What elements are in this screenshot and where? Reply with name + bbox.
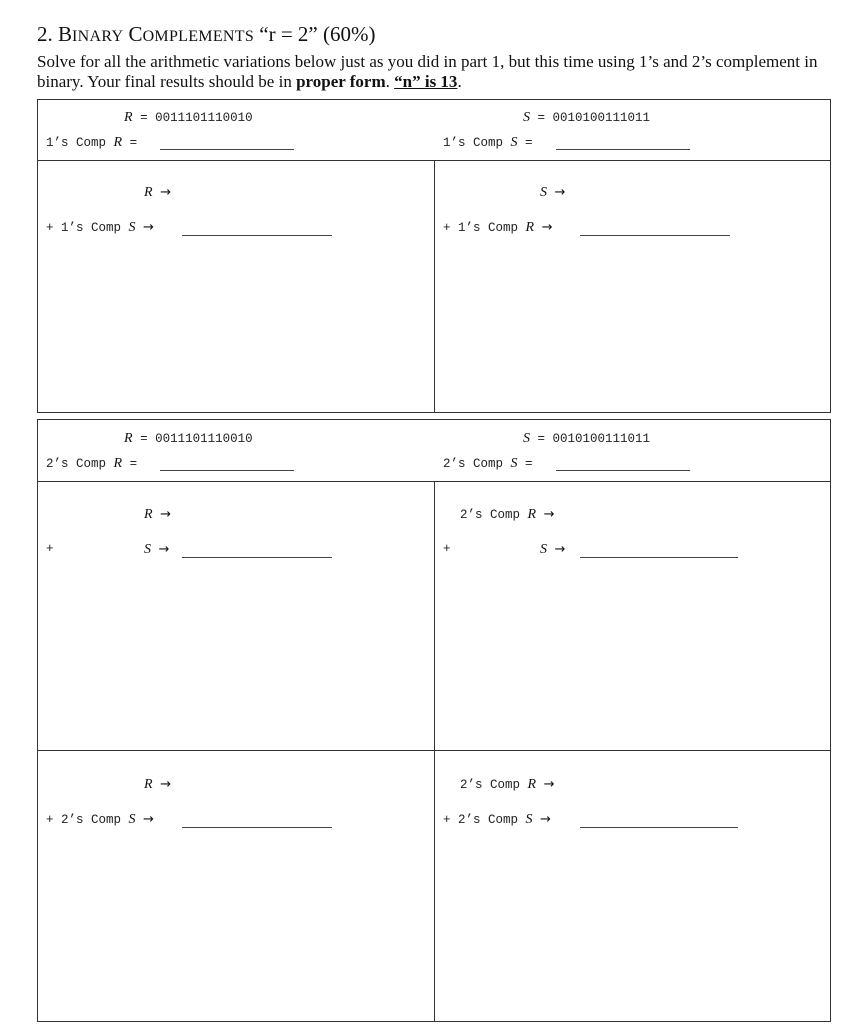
cell-twos-comp-r-row: 2’s Comp R → [460, 507, 555, 522]
radix-note: “r = 2” (60%) [259, 22, 376, 46]
r-value-line: R = 0011101110010 [124, 431, 253, 446]
ones-comp-r-answer[interactable] [160, 149, 294, 150]
r-value-line: R = 0011101110010 [124, 110, 253, 125]
twos-comp-r-answer[interactable] [160, 470, 294, 471]
twos-comp-s-label: 2’s Comp S = [443, 456, 533, 471]
section-number: 2. [37, 22, 53, 46]
cell-twos-comp-r-row: 2’s Comp R → [460, 777, 555, 792]
twos-c1-sum-line[interactable] [182, 557, 332, 558]
n-statement: “n” is 13 [394, 72, 458, 91]
cell-plus-ones-comp-r-row: + 1’s Comp R → [443, 220, 553, 235]
cell-s-row: S → [540, 542, 566, 557]
s-value: 0010100111011 [552, 111, 651, 125]
cell-r-row: R → [144, 777, 171, 792]
cell-s-row: S → [144, 542, 170, 557]
r-value: 0011101110010 [155, 432, 253, 446]
plus-sign: + [46, 542, 54, 556]
cell-r-row: R → [144, 185, 171, 200]
plus-sign: + [443, 542, 451, 556]
twos-header-row [38, 420, 830, 482]
ones-comp-r-label: 1’s Comp R = [46, 135, 138, 150]
ones-complement-worksheet [37, 99, 831, 413]
s-value: 0010100111011 [552, 432, 651, 446]
cell-s-row: S → [540, 185, 566, 200]
ones-left-sum-line[interactable] [182, 235, 332, 236]
ones-comp-s-label: 1’s Comp S = [443, 135, 533, 150]
proper-form-phrase: proper form [296, 72, 386, 91]
cell-plus-ones-comp-s-row: + 1’s Comp S → [46, 220, 154, 235]
cell-r-row: R → [144, 507, 171, 522]
twos-c2-sum-line[interactable] [580, 557, 738, 558]
twos-complement-worksheet [37, 419, 831, 1022]
cell-plus-twos-comp-s-row: + 2’s Comp S → [443, 812, 551, 827]
s-value-line: S = 0010100111011 [523, 110, 651, 125]
r-value: 0011101110010 [155, 111, 253, 125]
twos-comp-r-label: 2’s Comp R = [46, 456, 138, 471]
section-heading: 2. BINARY COMPLEMENTS “r = 2” (60%) [37, 22, 376, 46]
twos-c4-sum-line[interactable] [580, 827, 738, 828]
cell-plus-twos-comp-s-row: + 2’s Comp S → [46, 812, 154, 827]
twos-c3-sum-line[interactable] [182, 827, 332, 828]
ones-right-sum-line[interactable] [580, 235, 730, 236]
s-value-line: S = 0010100111011 [523, 431, 651, 446]
ones-comp-s-answer[interactable] [556, 149, 690, 150]
twos-comp-s-answer[interactable] [556, 470, 690, 471]
instructions: Solve for all the arithmetic variations below just as you did in part 1, but this time using 1’s and 2’s complement in binary. Your final results should be in proper form. “n” is 13. [37, 52, 818, 91]
